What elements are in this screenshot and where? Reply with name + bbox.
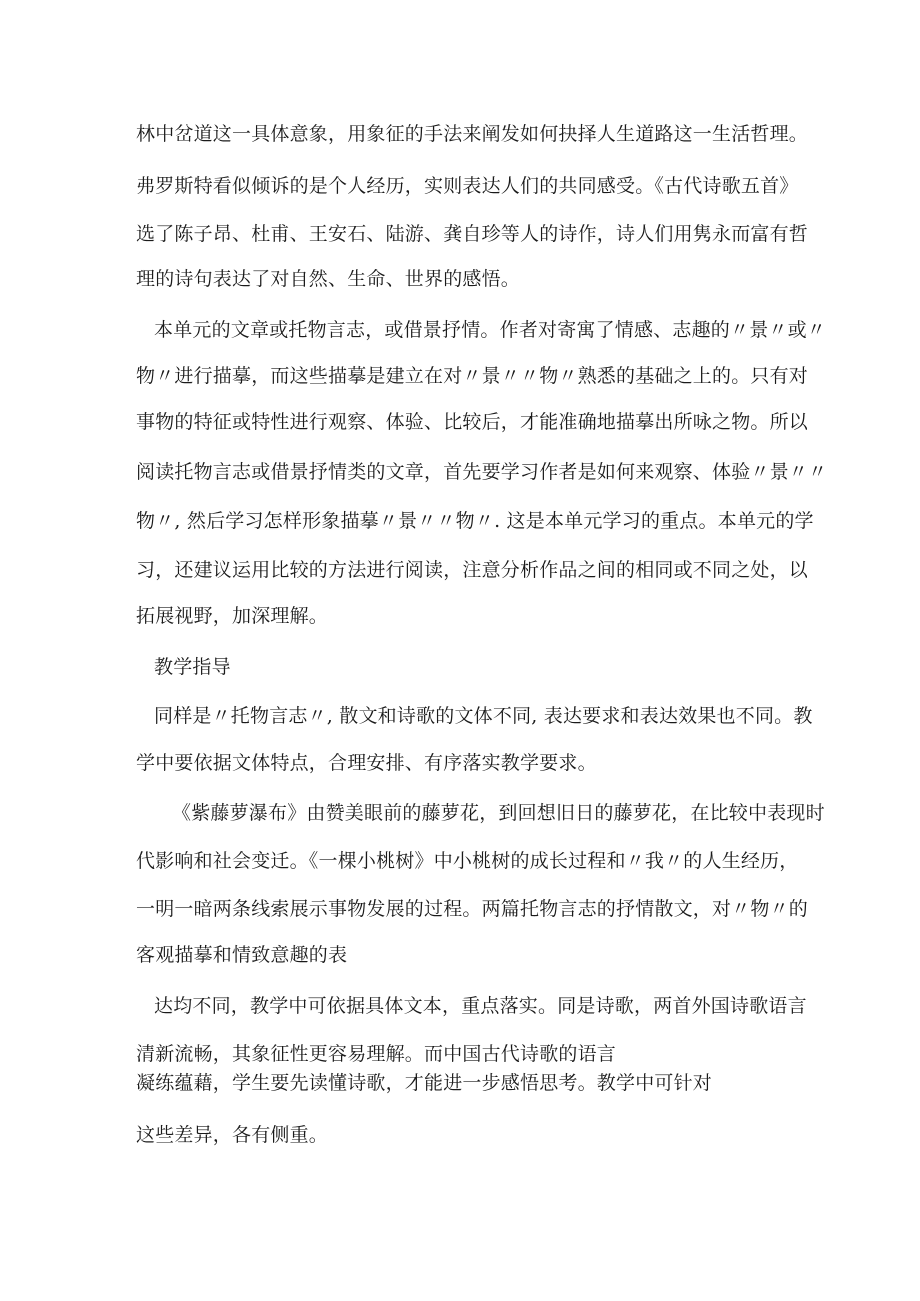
text-line: 这些差异，各有侧重。 — [136, 1124, 329, 1146]
text-line: 事物的特征或特性进行观察、体验、比较后，才能准确地描摹出所咏之物。所以 — [136, 411, 809, 433]
text-line: 弗罗斯特看似倾诉的是个人经历，实则表达人们的共同感受。《古代诗歌五首》 — [136, 175, 799, 197]
text-line: 客观描摹和情致意趣的表 — [136, 944, 348, 966]
text-line: 本单元的文章或托物言志，或借景抒情。作者对寄寓了情感、志趣的〃景〃或〃 — [154, 319, 827, 341]
text-line: 一明一暗两条线索展示事物发展的过程。两篇托物言志的抒情散文，对〃物〃的 — [136, 898, 809, 920]
text-line: 清新流畅，其象征性更容易理解。而中国古代诗歌的语言 — [136, 1043, 617, 1065]
section-heading: 教学指导 — [154, 656, 231, 678]
text-line: 拓展视野，加深理解。 — [136, 605, 329, 627]
text-line: 凝练蕴藉，学生要先读懂诗歌，才能进一步感悟思考。教学中可针对 — [136, 1072, 713, 1094]
text-line: 林中岔道这一具体意象，用象征的手法来阐发如何抉择人生道路这一生活哲理。 — [136, 123, 809, 145]
text-line: 《紫藤萝瀑布》由赞美眼前的藤萝花，到回想旧日的藤萝花，在比较中表现时 — [172, 802, 825, 824]
text-line: 同样是〃托物言志〃, 散文和诗歌的文体不同, 表达要求和表达效果也不同。教 — [154, 705, 813, 727]
text-line: 达均不同，教学中可依据具体文本，重点落实。同是诗歌，两首外国诗歌语言 — [154, 995, 807, 1017]
text-line: 阅读托物言志或借景抒情类的文章，首先要学习作者是如何来观察、体验〃景〃〃 — [136, 461, 828, 483]
text-line: 学中要依据文体特点，合理安排、有序落实教学要求。 — [136, 752, 597, 774]
text-line: 物〃进行描摹，而这些描摹是建立在对〃景〃〃物〃熟悉的基础之上的。只有对 — [136, 365, 809, 387]
text-line: 习，还建议运用比较的方法进行阅读，注意分析作品之间的相同或不同之处，以 — [136, 559, 809, 581]
text-line: 选了陈子昂、杜甫、王安石、陆游、龚自珍等人的诗作，诗人们用隽永而富有哲 — [136, 223, 809, 245]
text-line: 代影响和社会变迁。《一棵小桃树》中小桃树的成长过程和〃我〃的人生经历， — [136, 850, 799, 872]
text-line: 物〃, 然后学习怎样形象描摹〃景〃〃物〃. 这是本单元学习的重点。本单元的学 — [136, 510, 814, 532]
text-line: 理的诗句表达了对自然、生命、世界的感悟。 — [136, 268, 521, 290]
